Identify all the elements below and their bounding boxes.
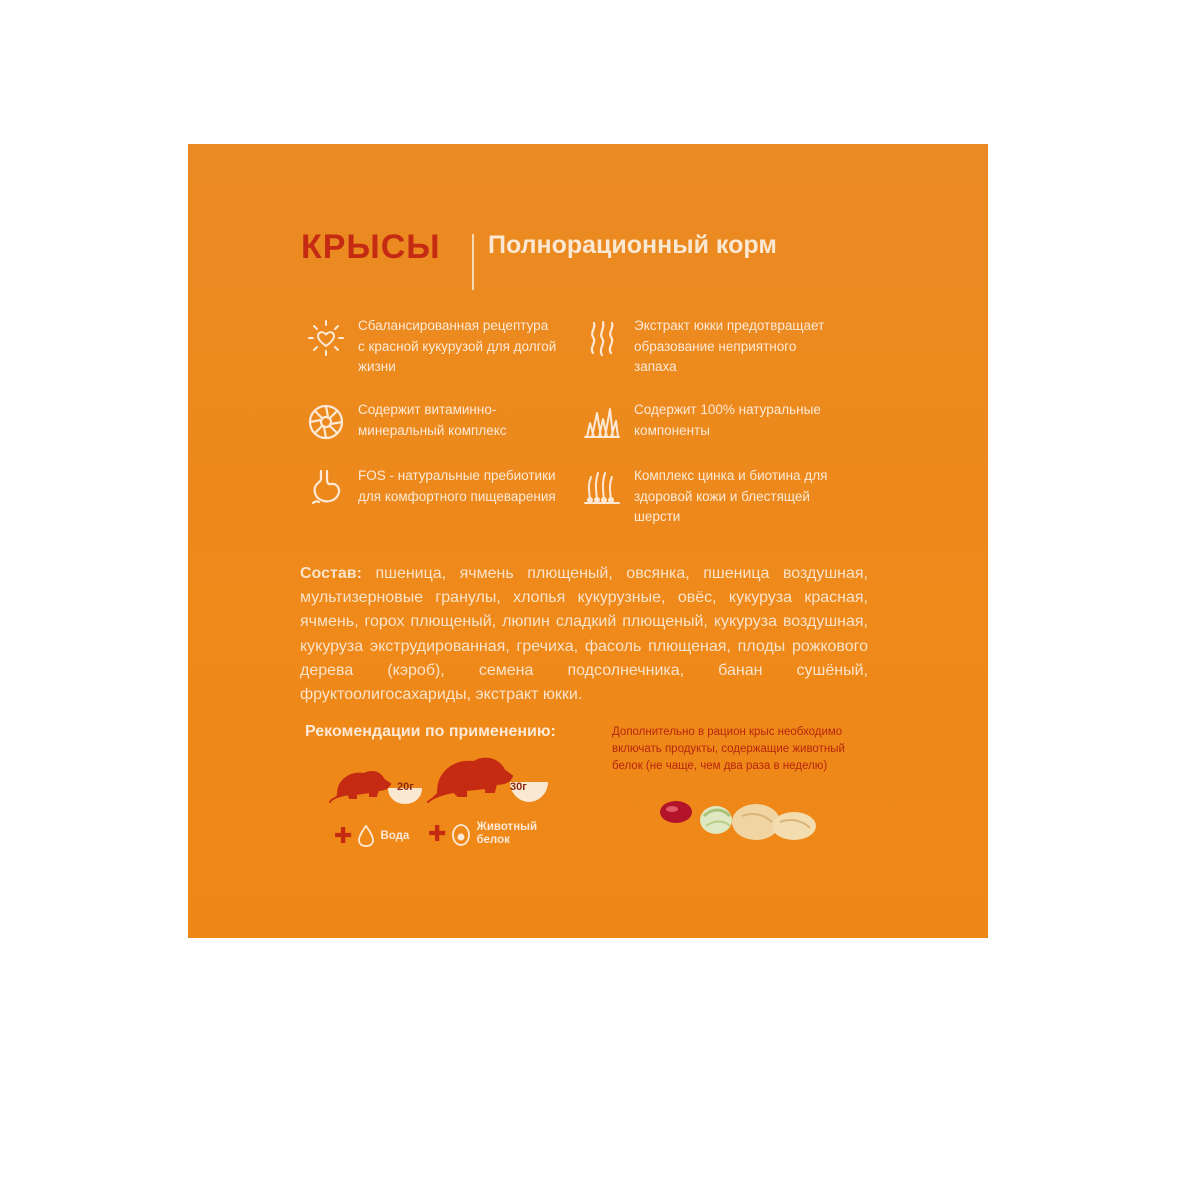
vitamin-complex-icon	[304, 400, 348, 444]
feature-text: Сбалансированная рецептура с красной кукурузой для долгой жизни	[358, 318, 557, 374]
extra-protein	[428, 821, 546, 847]
feature-item	[304, 466, 558, 510]
recommendations-title: Рекомендации по применению:	[305, 723, 556, 740]
composition-label: Состав:	[300, 565, 362, 582]
extra-protein-label: Животный белок	[476, 821, 538, 846]
feature-item	[304, 400, 558, 444]
odor-waves-icon	[580, 316, 624, 360]
feature-text: Экстракт юкки предотвращает образование неприятного запаха	[634, 318, 825, 374]
protein-food-image	[654, 792, 828, 848]
plus-icon: ✚	[334, 823, 353, 848]
feature-item	[304, 316, 558, 378]
composition-ingredients: пшеница, ячмень плющеный, овсянка, пшеница воздушная, мультизерновые гранулы, хлопья кукурузные, овёс, кукуруза красная, ячмень, горох плющеный, люпин сладкий плющеный, кукуруза воздушная, кукуруза экструдированная, гречиха, фасоль плющеная, плоды рожкового дерева (кэроб), семена подсолнечника, банан сушёный, фруктоолигосахариды, экстракт юкки.	[300, 565, 869, 704]
rat-large-icon	[426, 746, 554, 806]
stomach-icon	[304, 466, 348, 510]
feature-text: FOS - натуральные пребиотики для комфортного пищеварения	[358, 468, 556, 504]
fur-icon	[580, 466, 624, 510]
plus-icon: ✚	[428, 821, 447, 846]
feeding-note: Дополнительно в рацион крыс необходимо включать продукты, содержащие животный белок (не чаще, чем два раза в неделю)	[612, 726, 845, 772]
composition-text	[300, 562, 868, 707]
feature-item	[580, 466, 834, 528]
egg-icon	[451, 822, 471, 846]
title-divider	[472, 234, 474, 290]
brand-title: КРЫСЫ	[301, 228, 441, 266]
extra-water	[334, 824, 409, 848]
feature-text: Содержит витаминно-минеральный комплекс	[358, 402, 507, 438]
feature-text: Содержит 100% натуральные компоненты	[634, 402, 821, 438]
product-tagline: Полнорационный корм	[488, 231, 777, 259]
portion-label-small: 20г	[397, 781, 414, 793]
water-drop-icon	[357, 824, 375, 848]
heart-sun-icon	[304, 316, 348, 360]
feature-text: Комплекс цинка и биотина для здоровой кожи и блестящей шерсти	[634, 468, 828, 524]
feature-item	[580, 400, 834, 444]
feature-item	[580, 316, 834, 378]
product-info-panel	[188, 144, 988, 938]
grass-icon	[580, 400, 624, 444]
extra-water-label: Вода	[380, 829, 410, 842]
portion-label-large: 30г	[510, 781, 527, 793]
